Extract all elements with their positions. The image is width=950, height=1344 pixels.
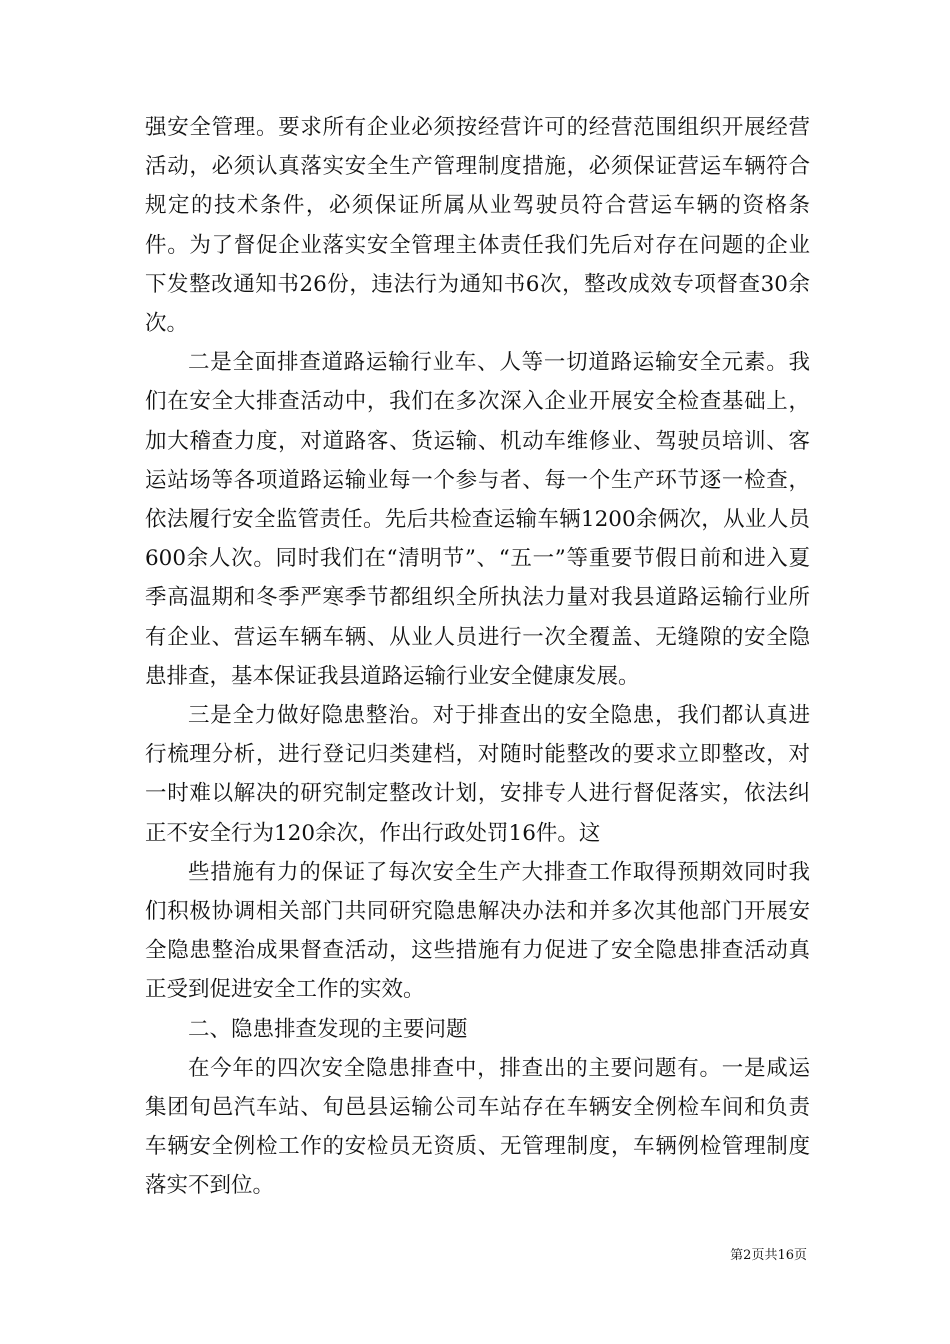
paragraph-inspection-elements: 二是全面排查道路运输行业车、人等一切道路运输安全元素。我们在安全大排查活动中，我们在多次深入企业开展安全检查基础上，加大稽查力度，对道路客、货运输、机动车维修业、驾驶员培训、客运站场等各项道路运输业每一个参与者、每一个生产环节逐一检查，依法履行安全监管责任。先后共检查运输车辆1200余俩次，从业人员600余人次。同时我们在“清明节”、“五一”等重要节假日前和进入夏季高温期和冬季严寒季节都组织全所执法力量对我县道路运输行业所有企业、营运车辆车辆、从业人员进行一次全覆盖、无缝隙的安全隐患排查，基本保证我县道路运输行业安全健康发展。 [145, 350, 810, 689]
paragraph-measures-effect: 些措施有力的保证了每次安全生产大排查工作取得预期效同时我们积极协调相关部门共同研究隐患解决办法和并多次其他部门开展安全隐患整治成果督查活动，这些措施有力促进了安全隐患排查活动真正受到促进安全工作的实效。 [145, 859, 810, 1003]
document-body [145, 108, 810, 1206]
section-heading-main-problems: 二、隐患排查发现的主要问题 [188, 1016, 468, 1042]
paragraph-problems-found: 在今年的四次安全隐患排查中，排查出的主要问题有。一是咸运集团旬邑汽车站、旬邑县运输公司车站存在车辆安全例检车间和负责车辆安全例检工作的安检员无资质、无管理制度，车辆例检管理制度落实不到位。 [145, 1055, 810, 1199]
paragraph-hazard-rectification: 三是全力做好隐患整治。对于排查出的安全隐患，我们都认真进行梳理分析，进行登记归类建档，对随时能整改的要求立即整改，对一时难以解决的研究制定整改计划，安排专人进行督促落实，依法纠正不安全行为120余次，作出行政处罚16件。这 [145, 703, 810, 846]
page-number-footer: 第2页共16页 [730, 1248, 807, 1263]
paragraph-continuation: 强安全管理。要求所有企业必须按经营许可的经营范围组织开展经营活动，必须认真落实安全生产管理制度措施，必须保证营运车辆符合规定的技术条件，必须保证所属从业驾驶员符合营运车辆的资格条件。为了督促企业落实安全管理主体责任我们先后对存在问题的企业下发整改通知书26份，违法行为通知书6次，整改成效专项督查30余次。 [145, 115, 810, 337]
